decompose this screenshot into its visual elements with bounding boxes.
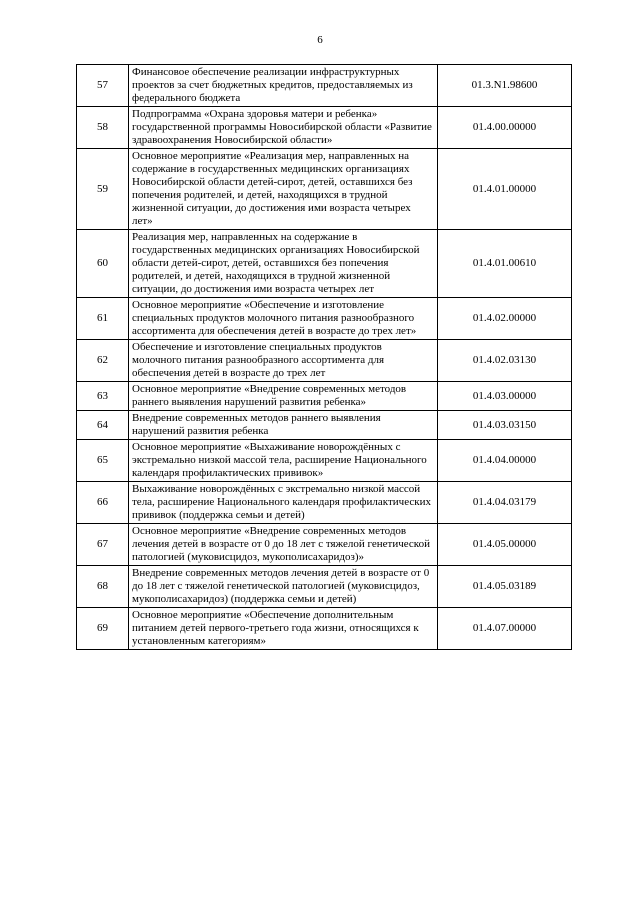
row-code-cell: 01.4.01.00610 (438, 230, 572, 298)
table-row (77, 382, 572, 411)
row-code-cell: 01.4.00.00000 (438, 107, 572, 149)
row-number-cell: 64 (77, 411, 129, 440)
row-number-cell: 68 (77, 566, 129, 608)
row-name-cell: Внедрение современных методов раннего выявления нарушений развития ребенка (129, 411, 438, 440)
row-name-cell: Внедрение современных методов лечения детей в возрасте от 0 до 18 лет с тяжелой генетической патологией (муковисцидоз, мукополисахаридоз) (поддержка семьи и детей) (129, 566, 438, 608)
row-name-cell: Основное мероприятие «Внедрение современных методов раннего выявления нарушений развития ребенка» (129, 382, 438, 411)
row-number-cell: 63 (77, 382, 129, 411)
row-code-cell: 01.4.05.00000 (438, 524, 572, 566)
row-number-cell: 60 (77, 230, 129, 298)
row-name-cell: Выхаживание новорождённых с экстремально низкой массой тела, расширение Национального календаря профилактических прививок (поддержка семьи и детей) (129, 482, 438, 524)
row-code-cell: 01.4.04.03179 (438, 482, 572, 524)
row-number-cell: 57 (77, 65, 129, 107)
row-name-cell: Подпрограмма «Охрана здоровья матери и ребенка» государственной программы Новосибирской области «Развитие здравоохранения Новосибирской области» (129, 107, 438, 149)
table-row (77, 149, 572, 230)
table-row (77, 482, 572, 524)
table-row (77, 65, 572, 107)
row-code-cell: 01.4.03.03150 (438, 411, 572, 440)
table-row (77, 340, 572, 382)
row-code-cell: 01.4.02.03130 (438, 340, 572, 382)
table-row (77, 230, 572, 298)
row-number-cell: 65 (77, 440, 129, 482)
row-number-cell: 69 (77, 608, 129, 650)
row-number-cell: 61 (77, 298, 129, 340)
row-code-cell: 01.4.07.00000 (438, 608, 572, 650)
page-number: 6 (317, 34, 323, 46)
row-code-cell: 01.3.N1.98600 (438, 65, 572, 107)
table-row (77, 411, 572, 440)
row-number-cell: 66 (77, 482, 129, 524)
table-row (77, 566, 572, 608)
row-name-cell: Основное мероприятие «Обеспечение и изготовление специальных продуктов молочного питания разнообразного ассортимента для обеспечения детей в возрасте до трех лет» (129, 298, 438, 340)
row-name-cell: Основное мероприятие «Внедрение современных методов лечения детей в возрасте от 0 до 18 лет с тяжелой генетической патологией (муковисцидоз, мукополисахаридоз)» (129, 524, 438, 566)
row-number-cell: 62 (77, 340, 129, 382)
table-row (77, 524, 572, 566)
table-row (77, 440, 572, 482)
table-body (77, 65, 572, 650)
row-number-cell: 58 (77, 107, 129, 149)
row-name-cell: Реализация мер, направленных на содержание в государственных медицинских организациях Новосибирской области детей-сирот, детей, оставшихся без попечения родителей, и детей, находящихся в трудной жизненной ситуации, до достижения ими возраста четырех лет (129, 230, 438, 298)
row-name-cell: Обеспечение и изготовление специальных продуктов молочного питания разнообразного ассортимента для обеспечения детей в возрасте до трех лет (129, 340, 438, 382)
row-name-cell: Основное мероприятие «Обеспечение дополнительным питанием детей первого-третьего года жизни, относящихся к установленным категориям» (129, 608, 438, 650)
row-number-cell: 59 (77, 149, 129, 230)
table-row (77, 608, 572, 650)
row-code-cell: 01.4.01.00000 (438, 149, 572, 230)
row-code-cell: 01.4.02.00000 (438, 298, 572, 340)
row-name-cell: Основное мероприятие «Реализация мер, направленных на содержание в государственных медицинских организациях Новосибирской области детей-сирот, детей, оставшихся без попечения родителей, и детей, находящихся в трудной жизненной ситуации, до достижения ими возраста четырех лет» (129, 149, 438, 230)
row-code-cell: 01.4.03.00000 (438, 382, 572, 411)
row-code-cell: 01.4.04.00000 (438, 440, 572, 482)
budget-classification-table (76, 64, 572, 650)
row-number-cell: 67 (77, 524, 129, 566)
row-name-cell: Основное мероприятие «Выхаживание новорождённых с экстремально низкой массой тела, расширение Национального календаря профилактических прививок» (129, 440, 438, 482)
table-row (77, 298, 572, 340)
row-code-cell: 01.4.05.03189 (438, 566, 572, 608)
table-row (77, 107, 572, 149)
row-name-cell: Финансовое обеспечение реализации инфраструктурных проектов за счет бюджетных кредитов, предоставляемых из федерального бюджета (129, 65, 438, 107)
